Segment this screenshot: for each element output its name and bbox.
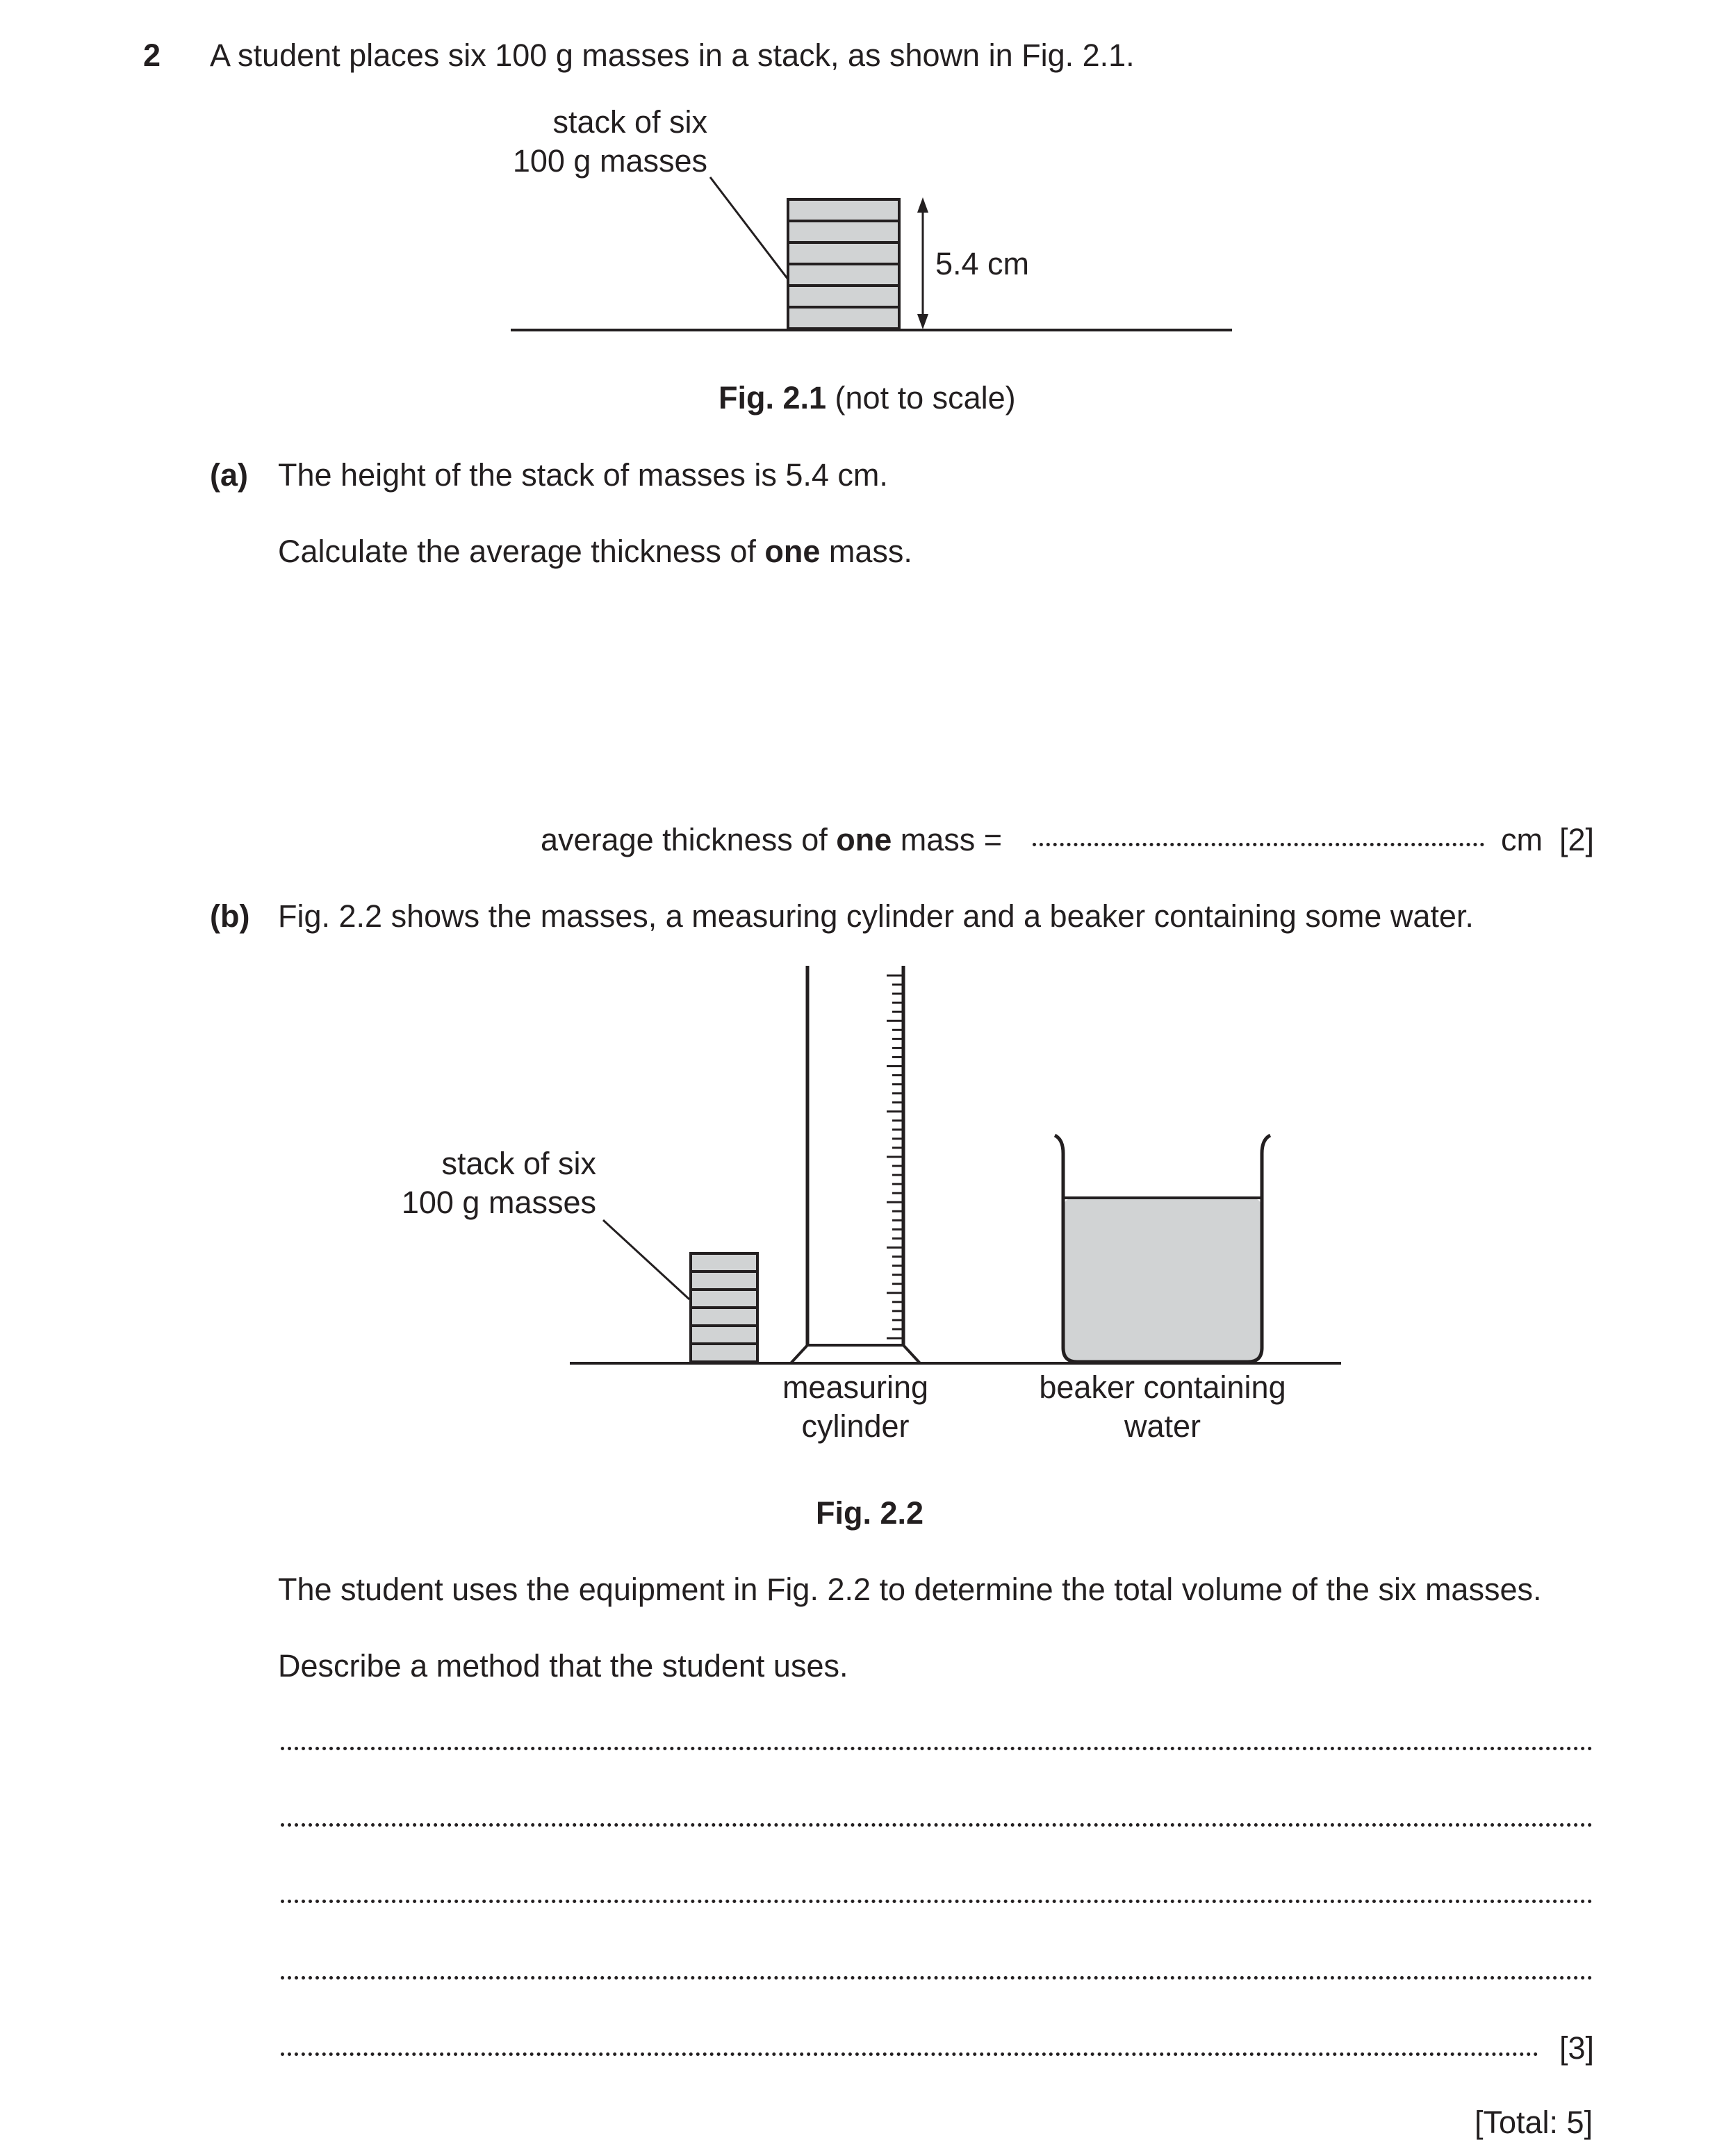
fig21-caption	[719, 382, 1016, 413]
fig21-caption-bold: Fig. 2.1	[719, 380, 827, 415]
question-number: 2	[143, 38, 161, 73]
answer-b-line-2[interactable]	[281, 1823, 1593, 1827]
total-marks: [Total: 5]	[1475, 2105, 1593, 2140]
fig21-mass-stack	[788, 199, 899, 329]
fig22-cylinder-label-line2: cylinder	[801, 1408, 910, 1444]
fig22-measuring-cylinder	[791, 966, 920, 1363]
part-a-line2	[278, 536, 912, 567]
fig21-label-line2: 100 g masses	[512, 143, 707, 179]
fig22-beaker-label-line1: beaker containing	[1039, 1369, 1286, 1405]
question-intro: A student places six 100 g masses in a stack, as shown in Fig. 2.1.	[210, 38, 1135, 73]
answer-b-line-1[interactable]	[281, 1747, 1593, 1750]
answer-label-pre: average thickness of	[541, 822, 837, 857]
answer-b-line-3[interactable]	[281, 1900, 1593, 1903]
fig21-label-pointer	[710, 177, 788, 279]
fig21-label-line1: stack of six	[552, 104, 707, 140]
answer-label-bold: one	[836, 822, 892, 857]
part-a-line2-bold: one	[764, 534, 821, 569]
fig22-masses-label-line1: stack of six	[441, 1146, 596, 1181]
fig22-masses-pointer	[603, 1220, 689, 1299]
answer-unit: cm	[1501, 822, 1543, 857]
fig21-height-label: 5.4 cm	[935, 246, 1030, 281]
fig22-mass-stack	[691, 1253, 757, 1362]
fig22-beaker-label-line2: water	[1124, 1408, 1201, 1444]
fig22-beaker	[1055, 1135, 1270, 1362]
part-b-line3: Describe a method that the student uses.	[278, 1648, 848, 1684]
part-a-line2-pre: Calculate the average thickness of	[278, 534, 765, 569]
answer-label-post: mass =	[892, 822, 1003, 857]
figure-2-1	[0, 0, 1724, 431]
answer-b-line-4[interactable]	[281, 1976, 1593, 1980]
fig22-caption: Fig. 2.2	[816, 1495, 924, 1531]
fig21-height-arrow	[917, 197, 928, 329]
part-b-line2: The student uses the equipment in Fig. 2.2 to determine the total volume of the six masses.	[278, 1572, 1542, 1607]
fig22-cylinder-label	[782, 1369, 928, 1444]
answer-a-line[interactable]	[1033, 843, 1484, 846]
answer-b-line-5[interactable]	[281, 2052, 1538, 2056]
part-b-line1: Fig. 2.2 shows the masses, a measuring cylinder and a beaker containing some water.	[278, 898, 1474, 934]
part-b-marks: [3]	[1559, 2030, 1595, 2066]
part-a-marks: [2]	[1559, 822, 1595, 857]
fig22-beaker-label	[1039, 1369, 1286, 1444]
fig22-masses-label	[402, 1146, 597, 1220]
part-b-label: (b)	[210, 898, 250, 934]
part-a-label: (a)	[210, 457, 248, 493]
fig21-caption-rest: (not to scale)	[826, 380, 1016, 415]
part-a-line2-post: mass.	[820, 534, 912, 569]
fig22-cylinder-scale	[887, 976, 903, 1338]
fig22-cylinder-label-line1: measuring	[782, 1369, 929, 1405]
part-a-line1: The height of the stack of masses is 5.4 cm.	[278, 457, 888, 493]
fig22-masses-label-line2: 100 g masses	[401, 1185, 596, 1220]
answer-label	[541, 824, 1002, 855]
